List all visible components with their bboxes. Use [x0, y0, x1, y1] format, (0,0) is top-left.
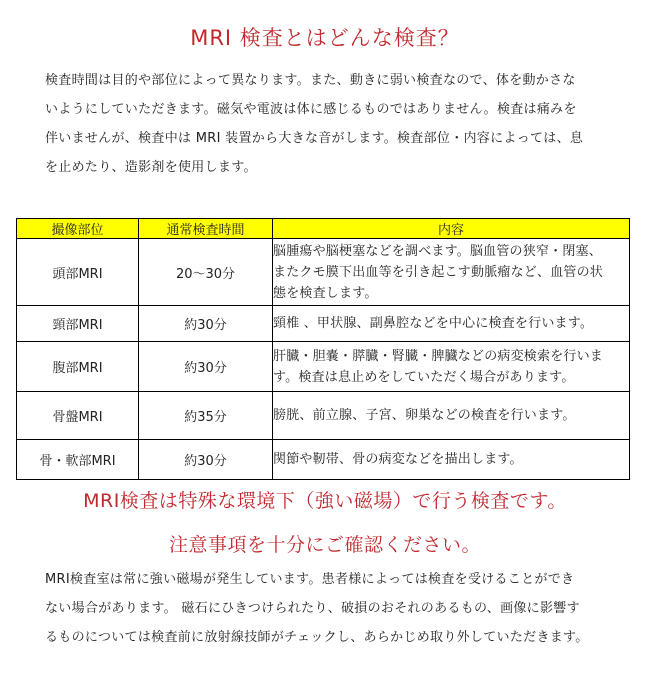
- table-row: [17, 392, 630, 440]
- exam-table: [16, 218, 630, 480]
- row-part: 頸部MRI: [17, 306, 139, 342]
- row-content: [273, 239, 630, 306]
- closing-line: MRI検査室は常に強い磁場が発生しています。患者様によっては検査を受けることができ: [45, 572, 575, 587]
- row-content: [273, 342, 630, 392]
- content-line: 肝臓・胆嚢・膵臓・腎臓・脾臓などの病変検索を行いま: [273, 348, 604, 364]
- page-title: MRI 検査とはどんな検査？: [190, 26, 460, 50]
- content-line: 態を検査します。: [273, 285, 378, 301]
- row-part: 腹部MRI: [17, 342, 139, 392]
- content-line: またクモ膜下出血等を引き起こす動脈瘤など、血管の状: [273, 264, 604, 280]
- row-part: 頭部MRI: [17, 239, 139, 306]
- warning-subheading: 注意事項を十分にご確認ください。: [168, 534, 481, 556]
- intro-line: 伴いませんが、検査中は MRI 装置から大きな音がします。検査部位・内容によっては、息: [45, 131, 584, 146]
- row-part: 骨盤MRI: [17, 392, 139, 440]
- row-time: 約35分: [139, 392, 273, 440]
- intro-line: いようにしていただきます。磁気や電波は体に感じるものではありません。検査は痛みを: [45, 102, 577, 117]
- content-line: 関節や靭帯、骨の病変などを描出します。: [273, 452, 523, 467]
- table-row: [17, 239, 630, 306]
- table-row: [17, 342, 630, 392]
- intro-line: を止めたり、造影剤を使用します。: [45, 160, 257, 175]
- header-time: 通常検査時間: [139, 219, 273, 239]
- row-time: 20～30分: [139, 239, 273, 306]
- header-part: 撮像部位: [17, 219, 139, 239]
- intro-line: 検査時間は目的や部位によって異なります。また、動きに弱い検査なので、体を動かさな: [45, 73, 576, 88]
- header-content: 内容: [273, 219, 630, 239]
- content-line: す。検査は息止めをしていただく場合があります。: [273, 369, 575, 385]
- row-content: [273, 392, 630, 440]
- table-row: [17, 306, 630, 342]
- row-part: 骨・軟部MRI: [17, 440, 139, 480]
- closing-line: るものについては検査前に放射線技師がチェックし、あらかじめ取り外していただきます。: [45, 630, 589, 645]
- row-time: 約30分: [139, 306, 273, 342]
- intro-paragraph: [45, 66, 615, 182]
- table-header-row: [17, 219, 630, 239]
- closing-line: ない場合があります。 磁石にひきつけられたり、破損のおそれのあるもの、画像に影響す: [45, 601, 580, 616]
- content-line: 頸椎 、甲状腺、副鼻腔などを中心に検査を行います。: [273, 316, 594, 331]
- row-time: 約30分: [139, 342, 273, 392]
- warning-heading: MRI検査は特殊な環境下（強い磁場）で行う検査です。: [83, 490, 567, 512]
- row-content: [273, 306, 630, 342]
- closing-paragraph: [45, 565, 625, 652]
- table-row: [17, 440, 630, 480]
- row-time: 約30分: [139, 440, 273, 480]
- row-content: [273, 440, 630, 480]
- content-line: 膀胱、前立腺、子宮、卵巣などの検査を行います。: [273, 408, 576, 423]
- content-line: 脳腫瘍や脳梗塞などを調べます。脳血管の狭窄・閉塞、: [273, 243, 602, 259]
